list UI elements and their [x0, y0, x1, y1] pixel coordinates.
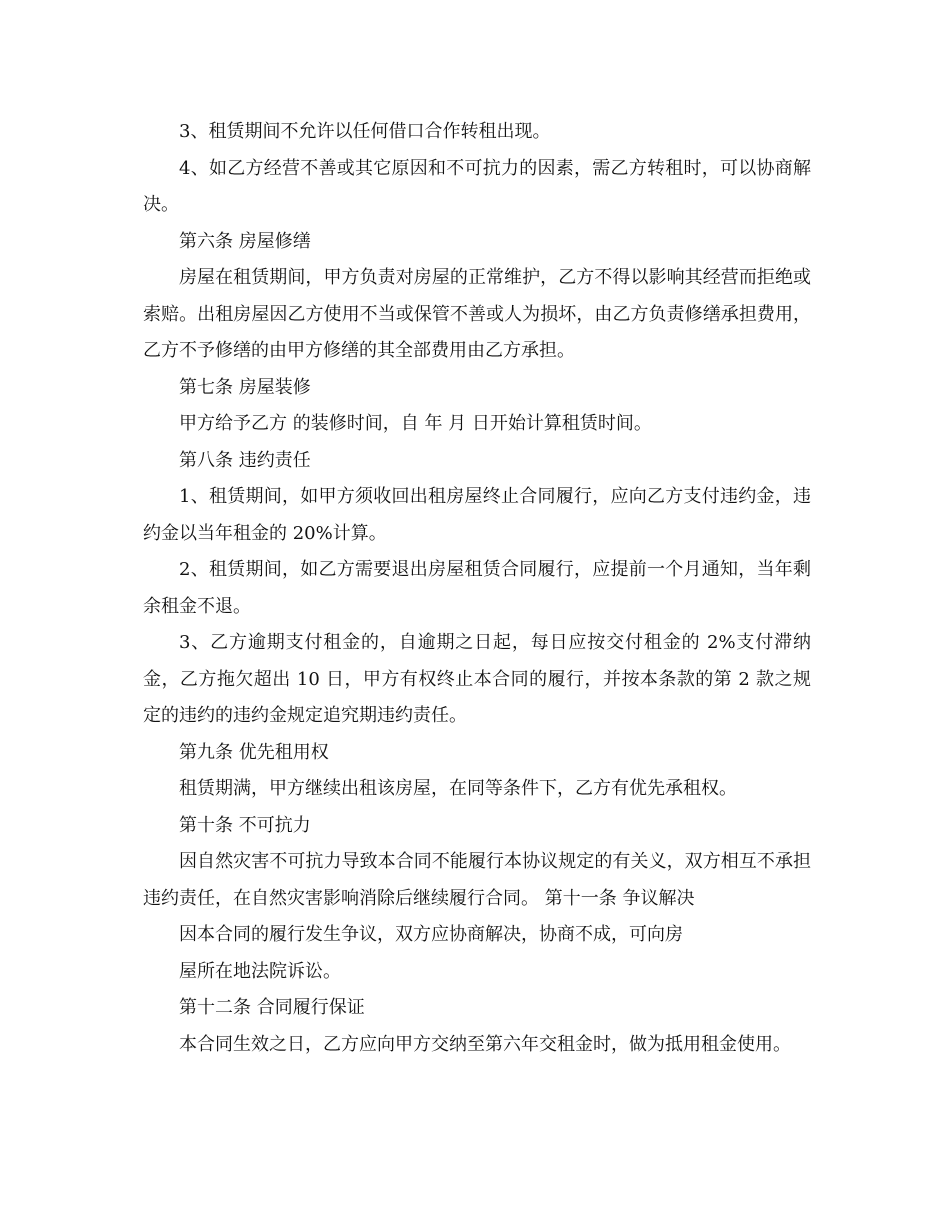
clause-9-heading: 第九条 优先租用权 — [179, 741, 329, 763]
clause-7-heading: 第七条 房屋装修 — [179, 376, 311, 398]
clause-11-body-line-2: 屋所在地法院诉讼。 — [179, 960, 341, 982]
document-body — [143, 114, 811, 1063]
clause-11-body-line-1: 因本合同的履行发生争议，双方应协商解决，协商不成，可向房 — [179, 924, 683, 945]
clause-7-body: 甲方给予乙方 的装修时间，自 年 月 日开始计算租赁时间。 — [179, 413, 652, 434]
clause-6-body: 房屋在租赁期间，甲方负责对房屋的正常维护，乙方不得以影响其经营而拒绝或索赔。出租房屋因乙方使用不当或保管不善或人为损坏，由乙方负责修缮承担费用，乙方不予修缮的由甲方修缮的其全部费用由乙方承担。 — [143, 267, 811, 361]
clause-6-heading: 第六条 房屋修缮 — [179, 230, 311, 252]
clause-8-heading: 第八条 违约责任 — [179, 449, 311, 471]
clause-5-item-4: 4、如乙方经营不善或其它原因和不可抗力的因素，需乙方转租时，可以协商解决。 — [143, 157, 811, 215]
clause-8-item-3: 3、乙方逾期支付租金的，自逾期之日起，每日应按交付租金的 2%支付滞纳金，乙方拖欠超出 10 日，甲方有权终止本合同的履行，并按本条款的第 2 款之规定的违约的违约金规定追究期违约责任。 — [143, 632, 811, 726]
clause-8-item-2: 2、租赁期间，如乙方需要退出房屋租赁合同履行，应提前一个月通知，当年剩余租金不退。 — [143, 559, 811, 617]
clause-10-body: 因自然灾害不可抗力导致本合同不能履行本协议规定的有关义，双方相互不承担违约责任，在自然灾害影响消除后继续履行合同。 第十一条 争议解决 — [143, 851, 811, 909]
clause-12-body: 本合同生效之日，乙方应向甲方交纳至第六年交租金时，做为抵用租金使用。 — [179, 1033, 791, 1055]
clause-12-heading: 第十二条 合同履行保证 — [179, 997, 365, 1018]
clause-10-heading: 第十条 不可抗力 — [179, 814, 311, 836]
clause-9-body: 租赁期满，甲方继续出租该房屋，在同等条件下，乙方有优先承租权。 — [179, 778, 737, 799]
clause-8-item-1: 1、租赁期间，如甲方须收回出租房屋终止合同履行，应向乙方支付违约金，违约金以当年租金的 20%计算。 — [143, 486, 811, 544]
clause-5-item-3: 3、租赁期间不允许以任何借口合作转租出现。 — [179, 121, 551, 142]
